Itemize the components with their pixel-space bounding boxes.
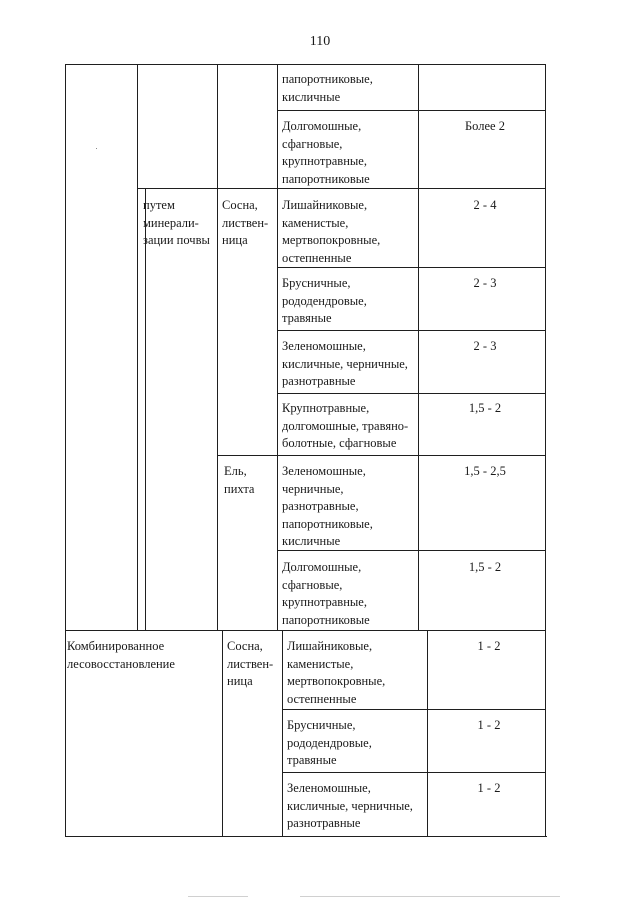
value-cell: 1 - 2	[477, 781, 501, 795]
value-cell: 1,5 - 2,5	[464, 464, 506, 478]
value-cell: 2 - 3	[473, 339, 497, 353]
forest-type-cell: Зеленомошные, кисличные, черничные, разнотравные	[287, 781, 413, 830]
row-divider	[277, 330, 545, 331]
forest-type-cell: Лишайниковые, каменистые, мертвопокровные, остепненные	[287, 639, 386, 706]
col-divider	[217, 64, 218, 630]
forest-type-cell: Брусничные, рододендровые, травяные	[282, 276, 367, 325]
row-divider	[277, 393, 545, 394]
row-divider	[282, 709, 545, 710]
row-divider	[277, 267, 545, 268]
scan-speck	[96, 148, 97, 149]
table-border-bottom	[65, 836, 547, 837]
row-divider	[65, 630, 545, 631]
forest-type-cell: папоротниковые, кисличные	[282, 72, 373, 104]
col-divider	[145, 188, 146, 630]
forest-type-cell: Зеленомошные, черничные, разнотравные, папоротниковые, кисличные	[282, 464, 373, 548]
row-divider	[282, 772, 545, 773]
forest-type-cell: Долгомошные, сфагновые, крупнотравные, папоротниковые	[282, 560, 370, 627]
table-border-left	[65, 64, 66, 836]
col-divider	[277, 64, 278, 630]
regeneration-type-cell: Комбинированное лесовосстановление	[67, 639, 175, 671]
col-divider	[282, 630, 283, 836]
value-cell: 1 - 2	[477, 718, 501, 732]
species-cell: Ель, пихта	[224, 464, 255, 496]
row-divider	[217, 455, 545, 456]
col-divider	[137, 64, 138, 630]
forest-type-cell: Лишайниковые, каменистые, мертвопокровные, остепненные	[282, 198, 381, 265]
species-cell: Сосна, листвен- ница	[227, 639, 274, 688]
page-number: 110	[309, 34, 331, 49]
value-cell: 1,5 - 2	[468, 401, 502, 415]
species-cell: Сосна, листвен- ница	[222, 198, 269, 247]
value-cell: 1,5 - 2	[468, 560, 502, 574]
scan-speck	[300, 896, 560, 897]
value-cell: 1 - 2	[477, 639, 501, 653]
forest-type-cell: Брусничные, рододендровые, травяные	[287, 718, 372, 767]
row-divider	[137, 188, 545, 189]
forest-type-cell: Крупнотравные, долгомошные, травяно- болотные, сфагновые	[282, 401, 409, 450]
method-cell: путем минерали- зации почвы	[143, 198, 210, 247]
forest-type-cell: Долгомошные, сфагновые, крупнотравные, папоротниковые	[282, 119, 370, 186]
value-cell: 2 - 3	[473, 276, 497, 290]
forest-type-cell: Зеленомошные, кисличные, черничные, разнотравные	[282, 339, 408, 388]
row-divider	[277, 110, 545, 111]
value-cell: 2 - 4	[473, 198, 497, 212]
value-cell: Более 2	[465, 119, 505, 133]
col-divider	[222, 630, 223, 836]
scan-speck	[188, 896, 248, 897]
